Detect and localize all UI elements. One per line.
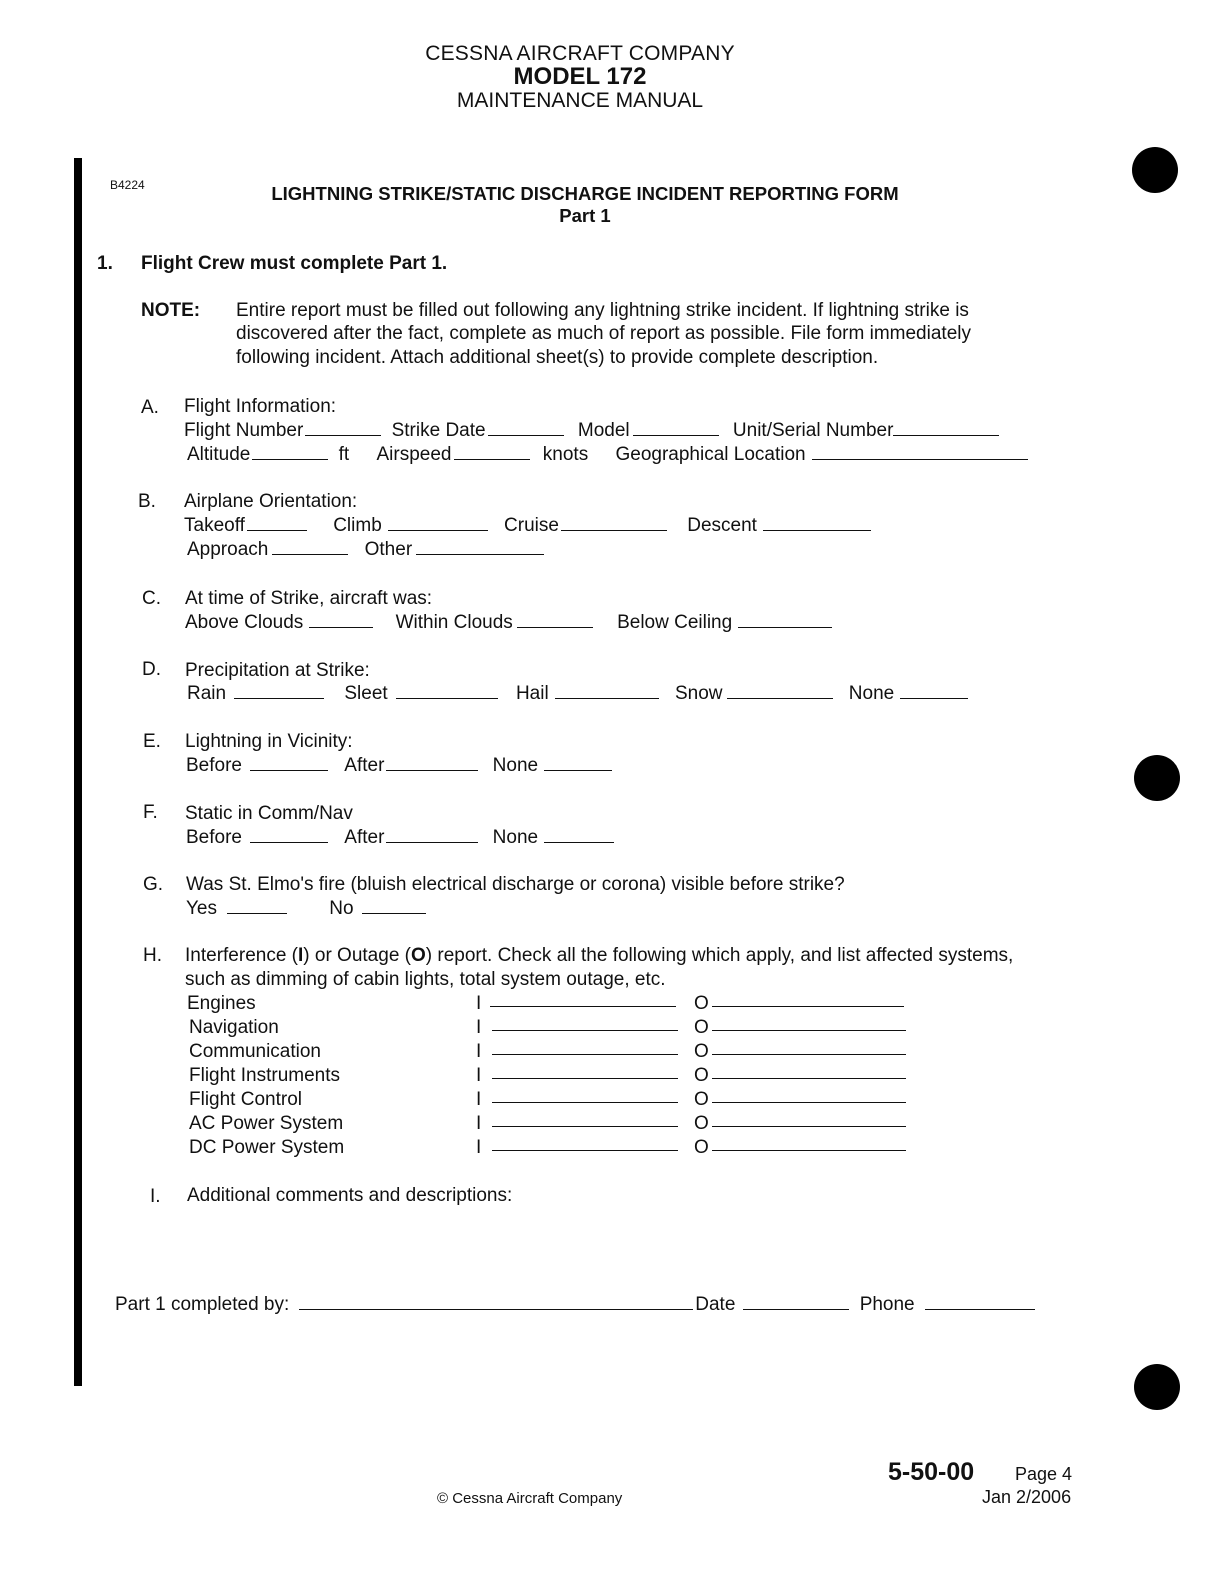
above-clouds-label: Above Clouds <box>185 612 304 633</box>
flight-number-field[interactable] <box>305 435 381 436</box>
outage-mark: O <box>694 1065 709 1086</box>
figure-id: B4224 <box>110 178 145 192</box>
outage-mark: O <box>694 1089 709 1110</box>
system-label: Flight Control <box>189 1089 302 1110</box>
interference-field[interactable] <box>492 1030 678 1031</box>
interference-field[interactable] <box>492 1150 678 1151</box>
model-title: MODEL 172 <box>513 63 647 90</box>
hail-label: Hail <box>515 683 549 704</box>
section-b-row-1 <box>184 514 874 538</box>
climb-field[interactable] <box>388 530 488 531</box>
section-d-title: Precipitation at Strike: <box>185 660 370 681</box>
hail-field[interactable] <box>555 698 659 699</box>
rain-label: Rain <box>187 683 227 704</box>
section-a-row-2 <box>187 443 1031 467</box>
form-title: LIGHTNING STRIKE/STATIC DISCHARGE INCIDENT REPORTING FORM <box>271 183 899 204</box>
section-f-letter: F. <box>143 802 158 823</box>
copyright: © Cessna Aircraft Company <box>437 1490 623 1507</box>
interference-mark: I <box>476 1065 482 1086</box>
section-h-letter: H. <box>143 945 162 966</box>
section-h-o-bold: O <box>411 945 426 966</box>
unit-serial-label: Unit/Serial Number <box>732 420 894 441</box>
approach-field[interactable] <box>272 554 348 555</box>
static-after-label: After <box>344 827 385 848</box>
outage-field[interactable] <box>712 1102 906 1103</box>
strike-date-field[interactable] <box>488 435 564 436</box>
page-number: Page 4 <box>1015 1464 1073 1484</box>
outage-mark: O <box>694 1017 709 1038</box>
within-clouds-field[interactable] <box>517 627 593 628</box>
static-none-label: None <box>492 827 539 848</box>
interference-field[interactable] <box>490 1006 676 1007</box>
interference-mark: I <box>476 1041 482 1062</box>
section-d-row <box>187 682 971 706</box>
section-h-i-bold: I <box>298 945 304 966</box>
section-f-title: Static in Comm/Nav <box>185 803 353 824</box>
takeoff-field[interactable] <box>247 530 307 531</box>
form-part: Part 1 <box>559 205 611 226</box>
outage-mark: O <box>694 1041 709 1062</box>
outage-mark: O <box>694 1113 709 1134</box>
system-label: Engines <box>187 993 256 1014</box>
below-ceiling-label: Below Ceiling <box>617 612 733 633</box>
takeoff-label: Takeoff <box>184 515 245 536</box>
binder-hole-middle <box>1134 755 1180 801</box>
manual-title: MAINTENANCE MANUAL <box>456 89 704 112</box>
section-e-letter: E. <box>143 731 161 752</box>
static-before-field[interactable] <box>250 842 328 843</box>
lightning-before-label: Before <box>186 755 242 776</box>
lightning-none-label: None <box>492 755 539 776</box>
altitude-field[interactable] <box>252 459 328 460</box>
phone-field[interactable] <box>925 1309 1035 1310</box>
lightning-after-field[interactable] <box>386 770 478 771</box>
snow-field[interactable] <box>727 698 833 699</box>
climb-label: Climb <box>333 515 382 536</box>
system-label: Communication <box>189 1041 321 1062</box>
interference-mark: I <box>476 1137 482 1158</box>
airspeed-label: Airspeed <box>376 444 452 465</box>
other-label: Other <box>364 539 413 560</box>
section-a-letter: A. <box>141 397 159 418</box>
none-precip-field[interactable] <box>900 698 968 699</box>
interference-mark: I <box>476 1089 482 1110</box>
interference-field[interactable] <box>492 1126 678 1127</box>
binder-hole-top <box>1132 147 1178 193</box>
airspeed-field[interactable] <box>454 459 530 460</box>
below-ceiling-field[interactable] <box>738 627 832 628</box>
completion-date-field[interactable] <box>743 1309 849 1310</box>
descent-label: Descent <box>687 515 757 536</box>
above-clouds-field[interactable] <box>309 627 373 628</box>
comments-area[interactable] <box>187 1212 1047 1282</box>
outage-field[interactable] <box>712 1078 906 1079</box>
approach-label: Approach <box>187 539 269 560</box>
geo-location-field[interactable] <box>812 459 1028 460</box>
chapter-code: 5-50-00 <box>888 1458 975 1486</box>
company-name: CESSNA AIRCRAFT COMPANY <box>425 42 735 65</box>
section-h-text-c: ) report. Check all the following which apply, and list affected systems, <box>425 945 1014 966</box>
section-i-title: Additional comments and descriptions: <box>187 1185 513 1206</box>
section-h-text-a: Interference ( <box>185 945 298 966</box>
section-b-letter: B. <box>138 491 156 512</box>
section-g-row <box>186 897 429 921</box>
system-label: Navigation <box>189 1017 279 1038</box>
outage-mark: O <box>694 993 709 1014</box>
static-before-label: Before <box>186 827 242 848</box>
interference-mark: I <box>476 1113 482 1134</box>
section-e-row <box>186 754 615 778</box>
note-line-3: following incident. Attach additional sheet(s) to provide complete description. <box>236 347 879 368</box>
completion-date-label: Date <box>695 1294 736 1315</box>
sleet-field[interactable] <box>396 698 498 699</box>
static-none-field[interactable] <box>544 842 614 843</box>
section-e-title: Lightning in Vicinity: <box>185 731 353 752</box>
yes-field[interactable] <box>227 913 287 914</box>
completion-row <box>115 1293 1038 1317</box>
cruise-label: Cruise <box>504 515 559 536</box>
section-f-row <box>186 826 617 850</box>
altitude-label: Altitude <box>187 444 251 465</box>
lightning-after-label: After <box>344 755 385 776</box>
model-label: Model <box>577 420 630 441</box>
outage-field[interactable] <box>712 1030 906 1031</box>
note-line-1: Entire report must be filled out following any lightning strike incident. If lightning strike is <box>236 300 969 321</box>
outage-mark: O <box>694 1137 709 1158</box>
outage-field[interactable] <box>712 1126 906 1127</box>
lightning-none-field[interactable] <box>544 770 612 771</box>
system-label: AC Power System <box>189 1113 344 1134</box>
system-label: DC Power System <box>189 1137 345 1158</box>
cruise-field[interactable] <box>561 530 667 531</box>
knots-unit: knots <box>542 444 589 465</box>
interference-field[interactable] <box>492 1078 678 1079</box>
section-c-title: At time of Strike, aircraft was: <box>185 588 433 609</box>
outage-field[interactable] <box>712 1150 906 1151</box>
step-text: Flight Crew must complete Part 1. <box>141 253 448 274</box>
system-label: Flight Instruments <box>189 1065 340 1086</box>
section-g-letter: G. <box>143 874 164 895</box>
section-g-title: Was St. Elmo's fire (bluish electrical discharge or corona) visible before strike? <box>186 874 845 895</box>
phone-label: Phone <box>859 1294 915 1315</box>
within-clouds-label: Within Clouds <box>395 612 513 633</box>
revision-date: Jan 2/2006 <box>982 1487 1072 1507</box>
other-field[interactable] <box>416 554 544 555</box>
interference-mark: I <box>476 1017 482 1038</box>
rain-field[interactable] <box>234 698 324 699</box>
section-h-line-2: such as dimming of cabin lights, total system outage, etc. <box>185 969 666 990</box>
binder-hole-bottom <box>1134 1364 1180 1410</box>
step-number: 1. <box>97 253 113 274</box>
note-line-2: discovered after the fact, complete as much of report as possible. File form immediately <box>236 323 971 344</box>
descent-field[interactable] <box>763 530 871 531</box>
static-after-field[interactable] <box>386 842 478 843</box>
outage-field[interactable] <box>712 1054 906 1055</box>
section-d-letter: D. <box>142 659 161 680</box>
flight-number-label: Flight Number <box>184 420 304 441</box>
unit-serial-field[interactable] <box>893 435 999 436</box>
section-c-row <box>185 611 835 635</box>
section-c-letter: C. <box>142 588 161 609</box>
no-label: No <box>329 898 354 919</box>
interference-field[interactable] <box>492 1102 678 1103</box>
lightning-before-field[interactable] <box>250 770 328 771</box>
interference-mark: I <box>476 993 482 1014</box>
ft-unit: ft <box>338 444 350 465</box>
section-b-title: Airplane Orientation: <box>184 491 358 512</box>
geo-location-label: Geographical Location <box>615 444 806 465</box>
outage-field[interactable] <box>712 1006 904 1007</box>
completed-by-label: Part 1 completed by: <box>115 1294 290 1315</box>
section-i-letter: I. <box>150 1186 161 1207</box>
note-label: NOTE: <box>141 300 201 321</box>
yes-label: Yes <box>186 898 217 919</box>
section-b-row-2 <box>187 538 547 562</box>
snow-label: Snow <box>674 683 723 704</box>
section-h-text-b: ) or Outage ( <box>303 945 411 966</box>
none-precip-label: None <box>848 683 895 704</box>
completed-by-field[interactable] <box>299 1309 693 1310</box>
interference-field[interactable] <box>492 1054 678 1055</box>
section-h-line-1 <box>185 944 1013 968</box>
section-a-row-1 <box>184 419 1002 443</box>
model-field[interactable] <box>633 435 719 436</box>
strike-date-label: Strike Date <box>391 420 486 441</box>
change-bar <box>74 158 82 1386</box>
section-a-title: Flight Information: <box>184 396 337 417</box>
no-field[interactable] <box>362 913 426 914</box>
sleet-label: Sleet <box>344 683 388 704</box>
